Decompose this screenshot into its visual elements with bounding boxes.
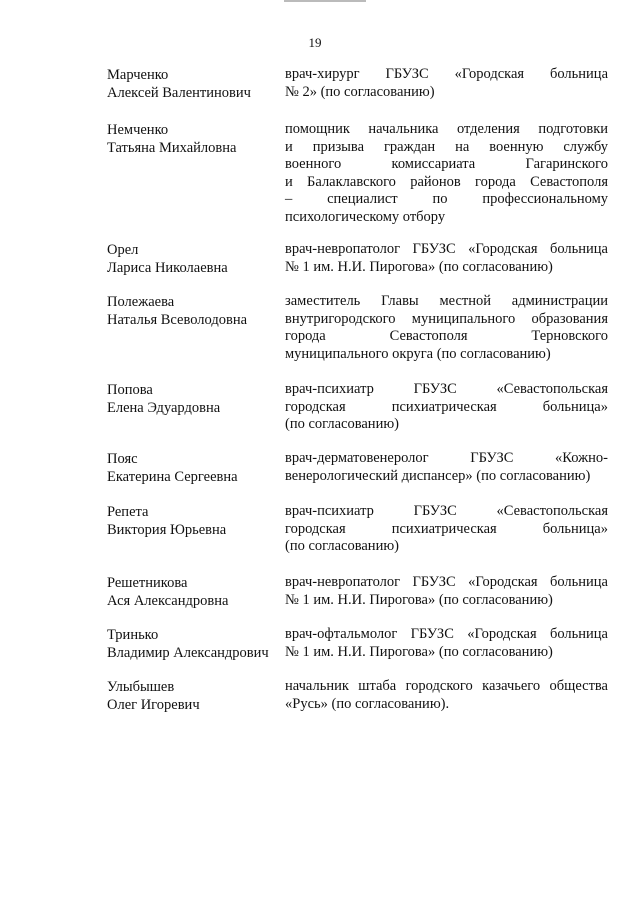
- member-name: [107, 241, 282, 277]
- position-line: венерологический диспансер» (по согласованию): [285, 467, 591, 484]
- top-edge-rule: [284, 0, 366, 2]
- member-position: [285, 678, 608, 713]
- position-line: городская психиатрическая больница»: [285, 520, 608, 537]
- member-name: [107, 678, 282, 714]
- member-name: [107, 626, 282, 662]
- position-line: (по согласованию): [285, 416, 399, 432]
- position-line: и Балаклавского районов города Севастополя: [285, 173, 608, 190]
- position-line: помощник начальника отделения подготовки: [285, 121, 608, 137]
- position-line: врач-психиатр ГБУЗС «Севастопольская: [285, 503, 608, 519]
- position-line: врач-хирург ГБУЗС «Городская больница: [285, 66, 608, 82]
- member-given-name: Виктория Юрьевна: [107, 522, 227, 538]
- page-number: 19: [308, 35, 322, 50]
- position-line: (по согласованию): [285, 538, 399, 554]
- position-line: внутригородского муниципального образования: [285, 310, 608, 327]
- member-surname: Пояс: [107, 451, 138, 467]
- position-line: начальник штаба городского казачьего общества: [285, 678, 608, 694]
- member-position: [285, 241, 608, 276]
- position-line: – специалист по профессиональному: [285, 191, 608, 207]
- member-given-name: Владимир Александрович: [107, 645, 269, 661]
- member-given-name: Екатерина Сергеевна: [107, 469, 238, 485]
- member-surname: Улыбышев: [107, 679, 175, 695]
- member-position: [285, 66, 608, 101]
- member-surname: Репета: [107, 504, 149, 520]
- member-surname: Немченко: [107, 122, 169, 138]
- position-line: № 2» (по согласованию): [285, 83, 435, 100]
- position-line: № 1 им. Н.И. Пирогова» (по согласованию): [285, 591, 553, 608]
- member-given-name: Татьяна Михайловна: [107, 140, 237, 156]
- member-position: [285, 450, 608, 485]
- member-name: [107, 66, 282, 102]
- member-surname: Тринько: [107, 627, 159, 643]
- member-position: [285, 626, 608, 661]
- position-line: военного комиссариата Гагаринского: [285, 156, 608, 172]
- position-line: врач-невропатолог ГБУЗС «Городская больница: [285, 574, 608, 590]
- position-line: врач-дерматовенеролог ГБУЗС «Кожно-: [285, 450, 608, 466]
- member-given-name: Олег Игоревич: [107, 697, 200, 713]
- position-line: и призыва граждан на военную службу: [285, 138, 608, 155]
- member-position: [285, 293, 608, 363]
- position-line: № 1 им. Н.И. Пирогова» (по согласованию): [285, 643, 553, 660]
- position-line: города Севастополя Терновского: [285, 328, 608, 344]
- position-line: городская психиатрическая больница»: [285, 398, 608, 415]
- member-given-name: Ася Александровна: [107, 593, 229, 609]
- member-surname: Марченко: [107, 67, 169, 83]
- position-line: психологическому отбору: [285, 208, 446, 225]
- position-line: врач-офтальмолог ГБУЗС «Городская больница: [285, 626, 608, 642]
- member-name: [107, 121, 282, 157]
- member-given-name: Лариса Николаевна: [107, 260, 228, 276]
- member-name: [107, 450, 282, 486]
- position-line: заместитель Главы местной администрации: [285, 293, 608, 309]
- member-position: [285, 121, 608, 226]
- member-given-name: Алексей Валентинович: [107, 85, 251, 101]
- member-given-name: Елена Эдуардовна: [107, 400, 221, 416]
- member-surname: Решетникова: [107, 575, 188, 591]
- member-position: [285, 381, 608, 434]
- position-line: врач-психиатр ГБУЗС «Севастопольская: [285, 381, 608, 397]
- member-name: [107, 293, 282, 329]
- position-line: № 1 им. Н.И. Пирогова» (по согласованию): [285, 258, 553, 275]
- position-line: муниципального округа (по согласованию): [285, 345, 551, 362]
- member-position: [285, 574, 608, 609]
- member-position: [285, 503, 608, 556]
- member-name: [107, 503, 282, 539]
- member-surname: Полежаева: [107, 294, 175, 310]
- member-name: [107, 574, 282, 610]
- member-given-name: Наталья Всеволодовна: [107, 312, 248, 328]
- member-name: [107, 381, 282, 417]
- position-line: врач-невропатолог ГБУЗС «Городская больница: [285, 241, 608, 257]
- position-line: «Русь» (по согласованию).: [285, 695, 450, 712]
- member-surname: Попова: [107, 382, 153, 398]
- member-surname: Орел: [107, 242, 139, 258]
